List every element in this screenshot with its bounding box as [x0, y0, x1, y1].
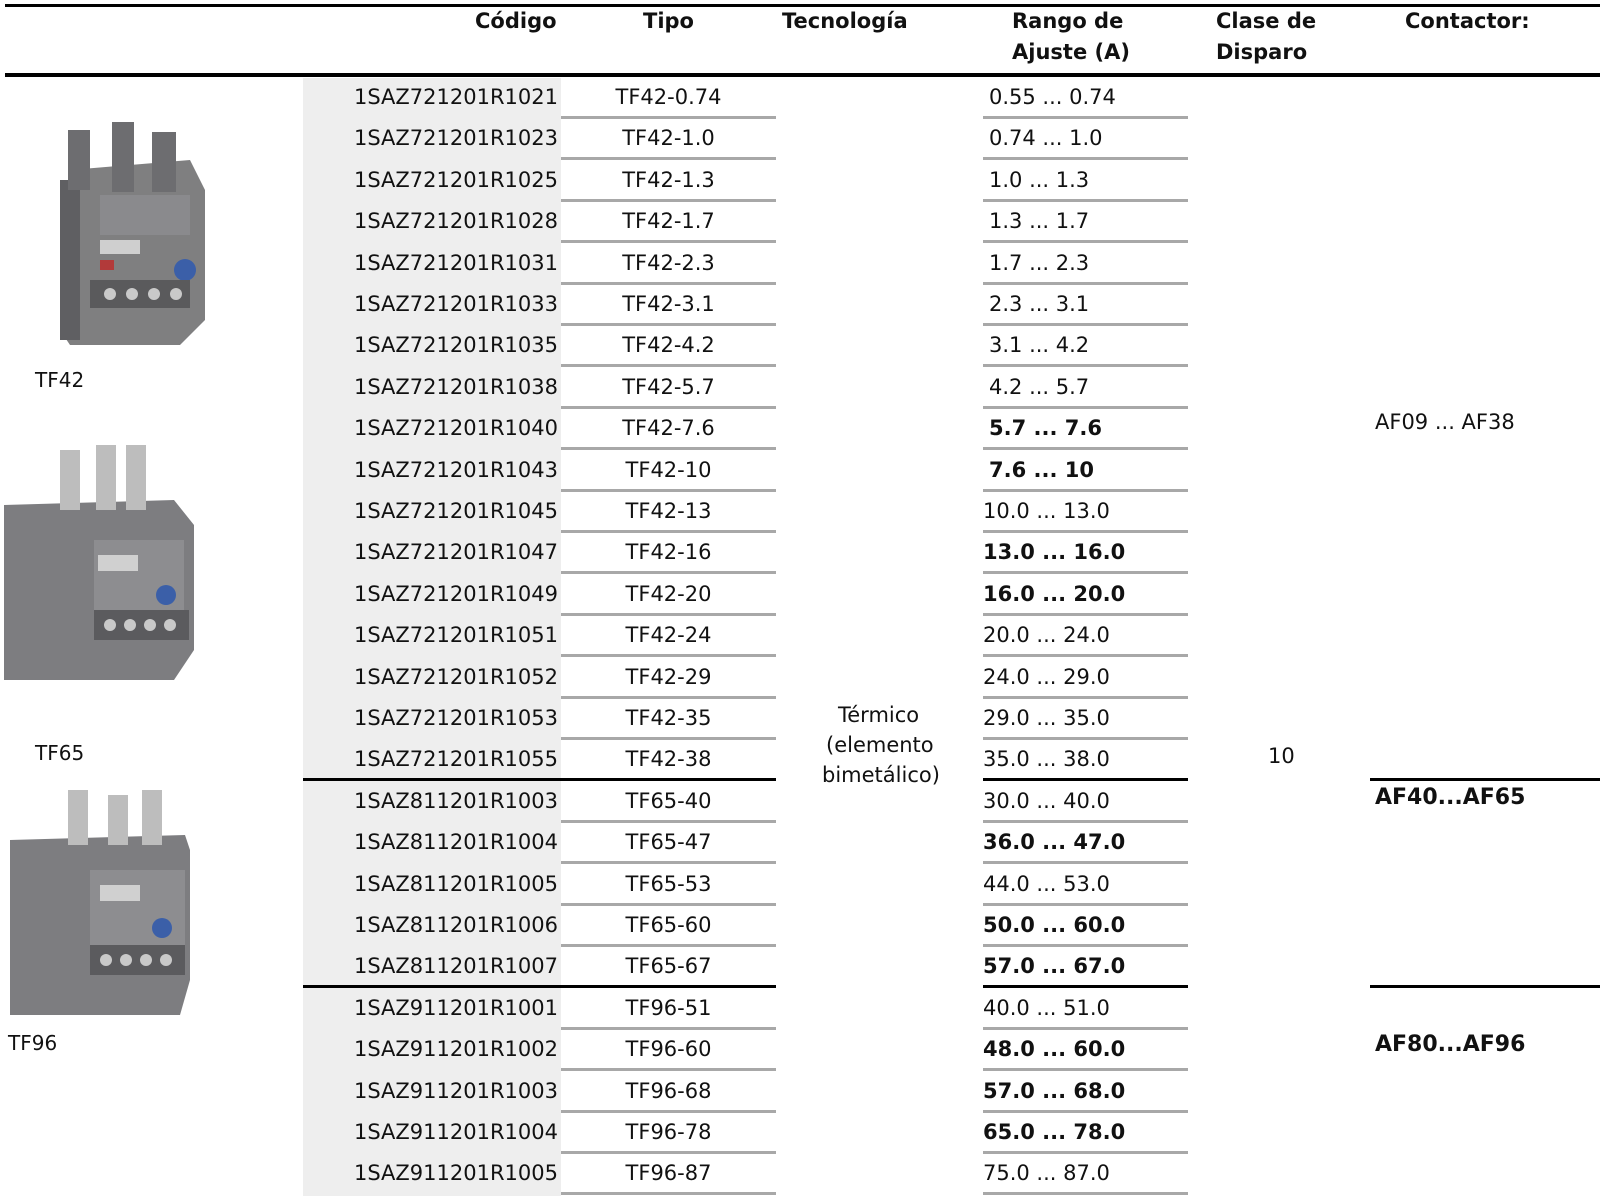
- cell-tipo: TF65-67: [625, 954, 712, 979]
- cell-rango: 4.2 ... 5.7: [989, 374, 1090, 399]
- relay-tf96-image: [10, 790, 190, 1015]
- cell-tipo: TF96-60: [625, 1037, 712, 1062]
- cell-codigo: 1SAZ721201R1033: [353, 292, 558, 316]
- cell-codigo: 1SAZ721201R1023: [353, 126, 558, 151]
- cell-rango: 36.0 ... 47.0: [983, 830, 1126, 855]
- cell-tipo: TF65-53: [625, 871, 712, 896]
- cell-tipo: TF42-1.3: [622, 167, 715, 192]
- table-row: [303, 451, 1600, 492]
- table-row: [303, 78, 1600, 119]
- table-row: [303, 119, 1600, 160]
- contactor-group-af09-af38: AF09 ... AF38: [1375, 410, 1515, 434]
- cell-tipo: TF96-78: [625, 1120, 712, 1144]
- relay-tf65-image: [4, 445, 196, 680]
- relay-tf42-image: [30, 120, 210, 355]
- table-row: [303, 285, 1600, 326]
- cell-codigo: 1SAZ811201R1005: [353, 871, 558, 896]
- contactor-separator-1: [1370, 778, 1600, 781]
- cell-tipo: TF42-7.6: [622, 416, 715, 441]
- cell-rango: 44.0 ... 53.0: [983, 871, 1110, 896]
- cell-rango: 57.0 ... 68.0: [983, 1078, 1126, 1103]
- table-row: [303, 575, 1600, 616]
- cell-rango: 30.0 ... 40.0: [983, 788, 1110, 813]
- cell-tipo: TF42-1.0: [622, 126, 715, 151]
- cell-codigo: 1SAZ721201R1028: [353, 209, 558, 234]
- cell-rango: 57.0 ... 67.0: [983, 954, 1126, 979]
- cell-rango: 13.0 ... 16.0: [983, 540, 1126, 565]
- cell-codigo: 1SAZ911201R1005: [353, 1161, 558, 1186]
- cell-codigo: 1SAZ721201R1025: [353, 167, 558, 192]
- cell-rango: 3.1 ... 4.2: [989, 333, 1090, 358]
- cell-codigo: 1SAZ721201R1052: [353, 664, 558, 689]
- cell-tipo: TF42-2.3: [622, 250, 715, 275]
- cell-rango: 65.0 ... 78.0: [983, 1120, 1126, 1144]
- cell-rango: 40.0 ... 51.0: [983, 995, 1110, 1020]
- table-row: [303, 823, 1600, 864]
- cell-codigo: 1SAZ721201R1043: [353, 457, 558, 482]
- cell-tipo: TF96-87: [625, 1161, 712, 1186]
- cell-tipo: TF96-51: [625, 995, 712, 1020]
- cell-tipo: TF42-35: [625, 706, 712, 730]
- table-row: [303, 658, 1600, 699]
- cell-rango: 48.0 ... 60.0: [983, 1037, 1126, 1062]
- header-rango-line2: Ajuste (A): [1012, 40, 1130, 64]
- cell-tipo: TF42-5.7: [622, 374, 715, 399]
- cell-codigo: 1SAZ721201R1040: [353, 416, 558, 441]
- cell-tipo: TF42-0.74: [615, 85, 722, 109]
- table-row: [303, 244, 1600, 285]
- cell-rango: 7.6 ... 10: [989, 457, 1094, 482]
- cell-tipo: TF42-38: [625, 747, 712, 772]
- cell-rango: 29.0 ... 35.0: [983, 706, 1110, 730]
- table-row: [303, 202, 1600, 243]
- cell-codigo: 1SAZ911201R1003: [353, 1078, 558, 1103]
- cell-codigo: 1SAZ811201R1004: [353, 830, 558, 855]
- cell-codigo: 1SAZ721201R1031: [353, 250, 558, 275]
- cell-codigo: 1SAZ721201R1051: [353, 623, 558, 648]
- cell-tipo: TF42-16: [625, 540, 712, 565]
- cell-rango: 1.7 ... 2.3: [989, 250, 1090, 275]
- table-row: [303, 947, 1600, 988]
- header-contactor: Contactor:: [1405, 9, 1530, 33]
- cell-rango: 24.0 ... 29.0: [983, 664, 1110, 689]
- table-row: [303, 492, 1600, 533]
- cell-rango: 1.0 ... 1.3: [989, 167, 1090, 192]
- cell-codigo: 1SAZ911201R1004: [353, 1120, 558, 1144]
- cell-tipo: TF42-3.1: [622, 292, 715, 316]
- cell-rango: 1.3 ... 1.7: [989, 209, 1090, 234]
- table-row: [303, 1154, 1600, 1195]
- header-tipo: Tipo: [643, 9, 694, 33]
- cell-rango: 75.0 ... 87.0: [983, 1161, 1110, 1186]
- table-row: [303, 906, 1600, 947]
- cell-codigo: 1SAZ721201R1038: [353, 374, 558, 399]
- row-separator: [561, 1192, 776, 1195]
- technology-line1: Térmico: [838, 703, 920, 727]
- cell-rango: 0.55 ... 0.74: [989, 85, 1116, 109]
- row-separator: [983, 1192, 1188, 1195]
- cell-codigo: 1SAZ811201R1006: [353, 913, 558, 937]
- cell-codigo: 1SAZ811201R1003: [353, 788, 558, 813]
- cell-tipo: TF65-60: [625, 913, 712, 937]
- cell-tipo: TF42-10: [625, 457, 712, 482]
- contactor-group-af40-af65: AF40...AF65: [1375, 785, 1526, 810]
- technology-line3: bimetálico): [822, 763, 940, 787]
- cell-tipo: TF65-47: [625, 830, 712, 855]
- cell-codigo: 1SAZ811201R1007: [353, 954, 558, 979]
- cell-rango: 0.74 ... 1.0: [989, 126, 1103, 151]
- table-row: [303, 865, 1600, 906]
- cell-codigo: 1SAZ911201R1002: [353, 1037, 558, 1062]
- contactor-group-af80-af96: AF80...AF96: [1375, 1032, 1526, 1057]
- cell-rango: 10.0 ... 13.0: [983, 499, 1110, 523]
- trip-class-value: 10: [1268, 744, 1295, 768]
- product-label-tf65: TF65: [35, 741, 85, 765]
- cell-tipo: TF42-24: [625, 623, 712, 648]
- table-row: [303, 740, 1600, 781]
- cell-rango: 5.7 ... 7.6: [989, 416, 1102, 441]
- table-row: [303, 1113, 1600, 1154]
- technology-line2: (elemento: [826, 733, 934, 757]
- cell-codigo: 1SAZ721201R1021: [353, 85, 558, 109]
- cell-codigo: 1SAZ721201R1055: [353, 747, 558, 772]
- cell-rango: 16.0 ... 20.0: [983, 581, 1126, 606]
- cell-tipo: TF42-20: [625, 581, 712, 606]
- cell-codigo: 1SAZ721201R1047: [353, 540, 558, 565]
- product-label-tf96: TF96: [8, 1031, 58, 1055]
- header-rango-line1: Rango de: [1012, 9, 1124, 33]
- header-clase-line1: Clase de: [1216, 9, 1317, 33]
- header-clase-line2: Disparo: [1216, 40, 1308, 64]
- cell-tipo: TF96-68: [625, 1078, 712, 1103]
- cell-rango: 50.0 ... 60.0: [983, 913, 1126, 937]
- cell-codigo: 1SAZ721201R1053: [353, 706, 558, 730]
- table-row: [303, 326, 1600, 367]
- header-bottom-rule: [5, 73, 1600, 77]
- cell-tipo: TF42-4.2: [622, 333, 715, 358]
- cell-tipo: TF42-13: [625, 499, 712, 523]
- cell-tipo: TF42-1.7: [622, 209, 715, 234]
- table-row: [303, 533, 1600, 574]
- table-row: [303, 1072, 1600, 1113]
- cell-rango: 35.0 ... 38.0: [983, 747, 1110, 772]
- cell-codigo: 1SAZ911201R1001: [353, 995, 558, 1020]
- cell-tipo: TF42-29: [625, 664, 712, 689]
- header-tecnologia: Tecnología: [782, 9, 908, 33]
- cell-rango: 2.3 ... 3.1: [989, 292, 1090, 316]
- cell-tipo: TF65-40: [625, 788, 712, 813]
- cell-codigo: 1SAZ721201R1049: [353, 581, 558, 606]
- cell-rango: 20.0 ... 24.0: [983, 623, 1110, 648]
- table-row: [303, 161, 1600, 202]
- table-row: [303, 616, 1600, 657]
- product-label-tf42: TF42: [35, 368, 85, 392]
- contactor-separator-2: [1370, 985, 1600, 988]
- cell-codigo: 1SAZ721201R1045: [353, 499, 558, 523]
- cell-codigo: 1SAZ721201R1035: [353, 333, 558, 358]
- table-row: [303, 368, 1600, 409]
- table-row: [303, 989, 1600, 1030]
- table-row: [303, 699, 1600, 740]
- header-codigo: Código: [475, 9, 557, 33]
